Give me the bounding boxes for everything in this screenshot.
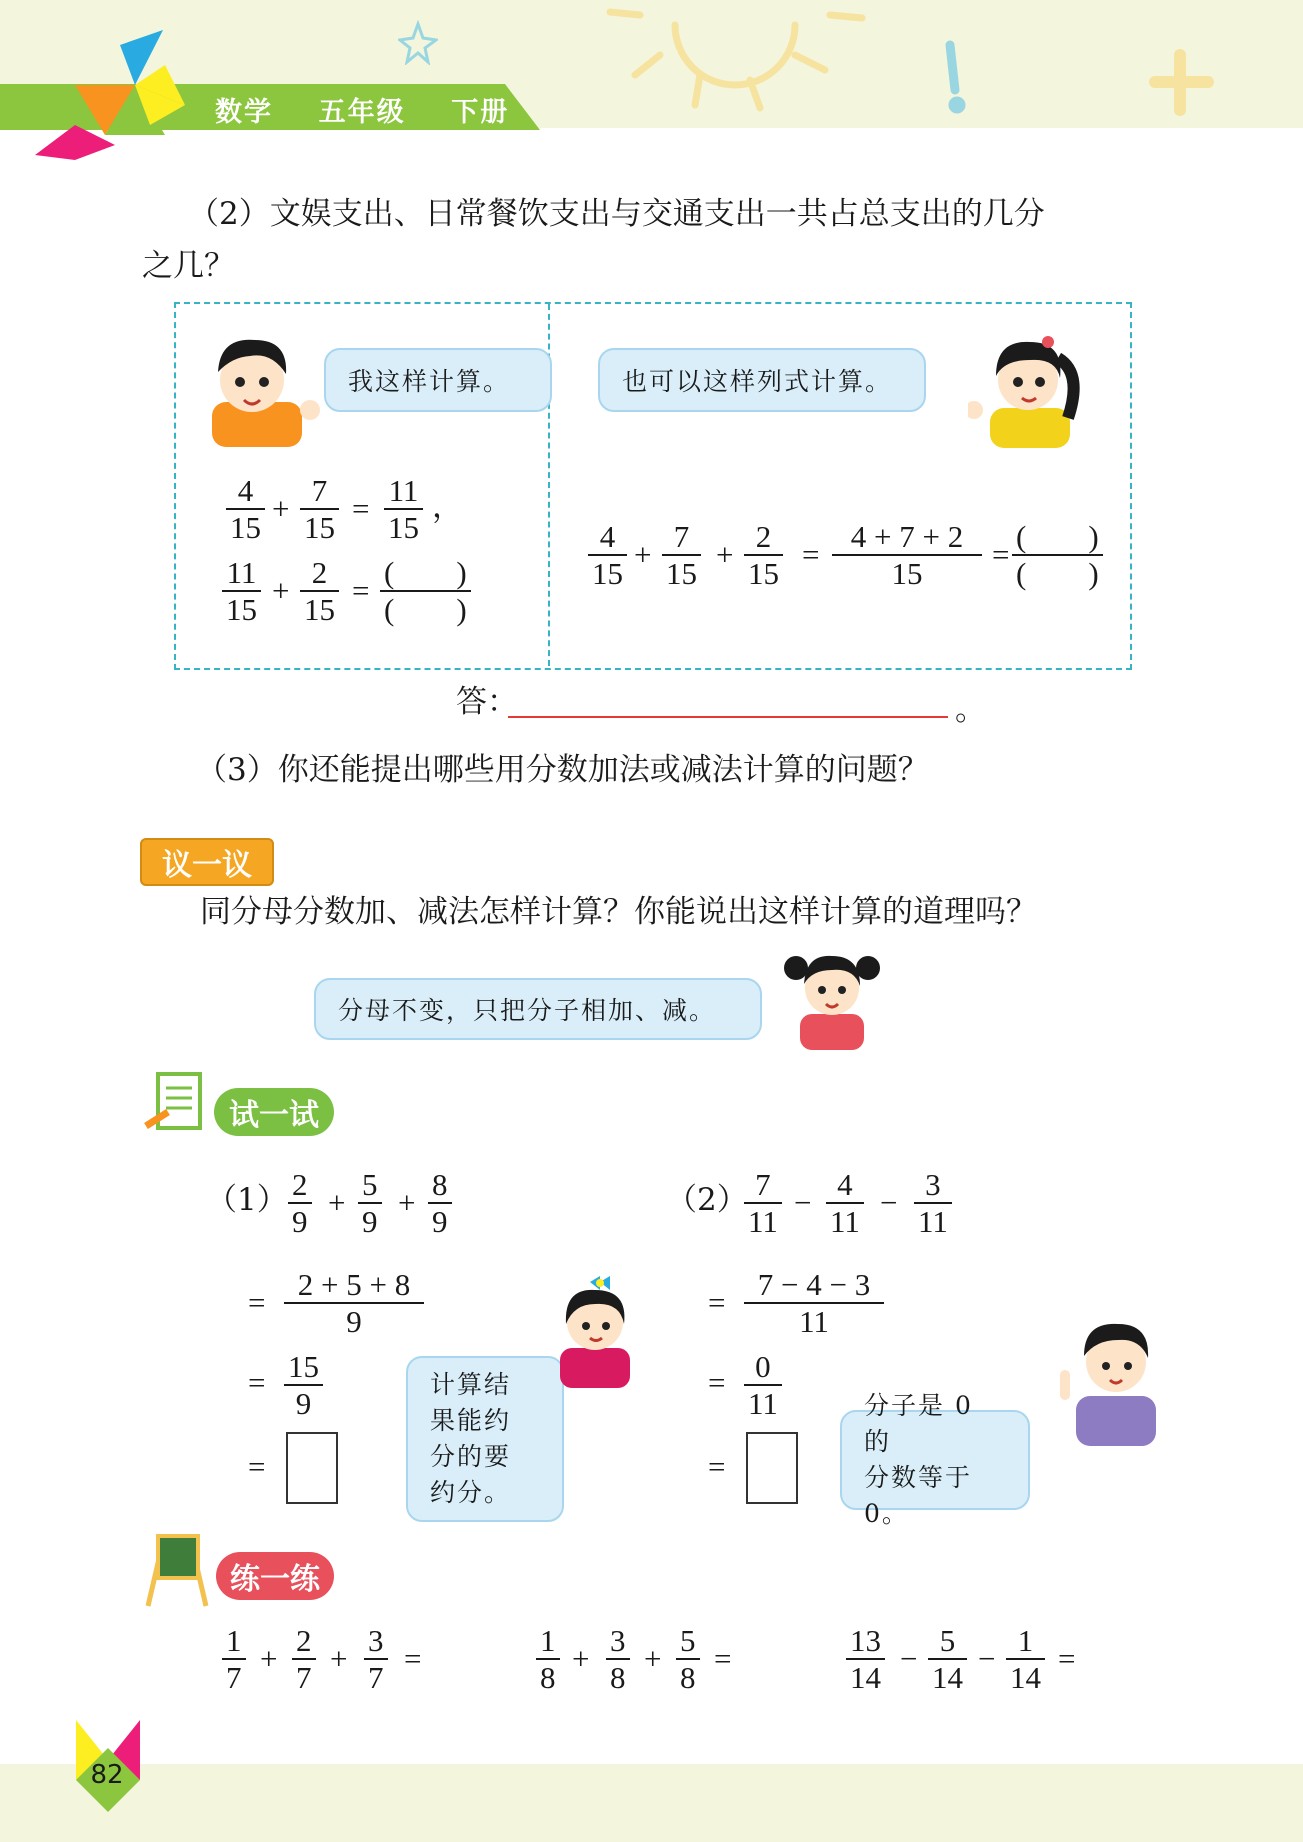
bubble-line: 分数等于 0。 <box>864 1463 973 1528</box>
fraction: 7 15 <box>300 474 339 544</box>
fraction: 2 15 <box>744 520 783 590</box>
minus-sign: − <box>880 1185 898 1220</box>
plus-sign: + <box>644 1641 662 1676</box>
plus-sign: + <box>716 537 734 572</box>
equals-sign: = <box>708 1449 726 1484</box>
equals-sign: = <box>714 1641 732 1676</box>
equals-sign: = <box>404 1641 422 1676</box>
plus-doodle-icon <box>1155 55 1208 110</box>
answer-period: 。 <box>955 692 986 728</box>
plus-sign: + <box>398 1185 416 1220</box>
try-bubble-right <box>840 1391 1030 1528</box>
fraction: 5 14 <box>928 1624 967 1694</box>
bubble-line: 分的要 <box>430 1442 512 1471</box>
fraction: 5 9 <box>358 1168 382 1238</box>
answer-box[interactable] <box>746 1432 798 1504</box>
comma: ， <box>432 489 463 524</box>
plus-sign: + <box>634 537 652 572</box>
discuss-question: 同分母分数加、减法怎样计算？你能说出这样计算的道理吗？ <box>200 894 1037 930</box>
girl-avatar <box>968 318 1088 448</box>
fraction: 3 11 <box>914 1168 952 1238</box>
fraction: 7 11 <box>744 1168 782 1238</box>
fraction: 15 9 <box>284 1350 323 1420</box>
q2-text-line2: 之几？ <box>142 248 235 284</box>
girl-avatar <box>782 940 882 1050</box>
answer-fraction-blank[interactable]: ( ) ( ) <box>1012 520 1103 590</box>
fraction: 8 9 <box>428 1168 452 1238</box>
speech-bubble-left: 我这样计算。 <box>324 348 552 412</box>
fraction: 2 7 <box>292 1624 316 1694</box>
fraction: 13 14 <box>846 1624 885 1694</box>
plus-sign: + <box>260 1641 278 1676</box>
try-tab: 试一试 <box>214 1088 334 1136</box>
fraction: 1 7 <box>222 1624 246 1694</box>
bubble-line: 分子是 0 的 <box>864 1391 973 1456</box>
fraction: 5 8 <box>676 1624 700 1694</box>
try-p2-label: （2） <box>666 1182 748 1218</box>
footer-band <box>0 1764 1303 1842</box>
header-doodles <box>600 0 1300 128</box>
fraction: 4 15 <box>588 520 627 590</box>
equals-sign: = <box>248 1285 266 1320</box>
speech-bubble-right: 也可以这样列式计算。 <box>598 348 926 412</box>
exclamation-doodle-icon <box>950 45 961 109</box>
boy-avatar <box>1052 1300 1168 1446</box>
fraction: 0 11 <box>744 1350 782 1420</box>
bubble-line: 果能约 <box>430 1406 512 1435</box>
equals-sign: = <box>802 537 820 572</box>
tangram-logo-icon <box>35 25 185 160</box>
discuss-tab: 议一议 <box>140 838 274 886</box>
answer-label: 答： <box>456 684 518 720</box>
minus-sign: − <box>900 1641 918 1676</box>
fraction: 11 15 <box>384 474 423 544</box>
q2-text-line1: （2）文娱支出、日常餐饮支出与交通支出一共占总支出的几分 <box>188 196 1045 232</box>
fraction: 7 15 <box>662 520 701 590</box>
sun-doodle-icon <box>610 12 862 108</box>
fraction: 2 + 5 + 8 9 <box>284 1268 424 1338</box>
bubble-line: 计算结 <box>430 1370 512 1399</box>
header-title: 数学 五年级 下册 <box>215 97 510 128</box>
equals-sign: = <box>708 1285 726 1320</box>
answer-fraction-blank[interactable]: ( ) ( ) <box>380 556 471 626</box>
plus-sign: + <box>272 573 290 608</box>
fraction: 7 − 4 − 3 11 <box>744 1268 884 1338</box>
bubble-line: 约分。 <box>430 1478 512 1507</box>
try-bubble-left <box>406 1356 564 1522</box>
plus-sign: + <box>330 1641 348 1676</box>
plus-sign: + <box>272 491 290 526</box>
fraction: 11 15 <box>222 556 261 626</box>
equals-sign: = <box>352 573 370 608</box>
fraction: 1 8 <box>536 1624 560 1694</box>
practice-tab: 练一练 <box>216 1552 334 1600</box>
try-p1-label: （1） <box>206 1182 288 1218</box>
equals-sign: = <box>248 1449 266 1484</box>
notebook-pencil-icon <box>142 1068 208 1134</box>
boy-avatar <box>190 322 325 447</box>
answer-box[interactable] <box>286 1432 338 1504</box>
minus-sign: − <box>978 1641 996 1676</box>
answer-line[interactable] <box>508 716 948 718</box>
fraction: 3 8 <box>606 1624 630 1694</box>
star-doodle-icon <box>398 20 438 65</box>
fraction: 4 11 <box>826 1168 864 1238</box>
plus-sign: + <box>328 1185 346 1220</box>
plus-sign: + <box>572 1641 590 1676</box>
blackboard-easel-icon <box>142 1526 212 1610</box>
fraction: 2 15 <box>300 556 339 626</box>
equals-sign: = <box>992 537 1010 572</box>
equals-sign: = <box>352 491 370 526</box>
fraction: 4 15 <box>226 474 265 544</box>
equals-sign: = <box>1058 1641 1076 1676</box>
fraction: 3 7 <box>364 1624 388 1694</box>
q3-text: （3）你还能提出哪些用分数加法或减法计算的问题？ <box>196 752 929 788</box>
equals-sign: = <box>248 1365 266 1400</box>
fraction: 4 + 7 + 2 15 <box>832 520 982 590</box>
equals-sign: = <box>708 1365 726 1400</box>
fraction: 1 14 <box>1006 1624 1045 1694</box>
girl-avatar <box>550 1268 640 1388</box>
discuss-bubble: 分母不变，只把分子相加、减。 <box>314 978 762 1040</box>
page-number: 82 <box>90 1760 124 1790</box>
fraction: 2 9 <box>288 1168 312 1238</box>
minus-sign: − <box>794 1185 812 1220</box>
